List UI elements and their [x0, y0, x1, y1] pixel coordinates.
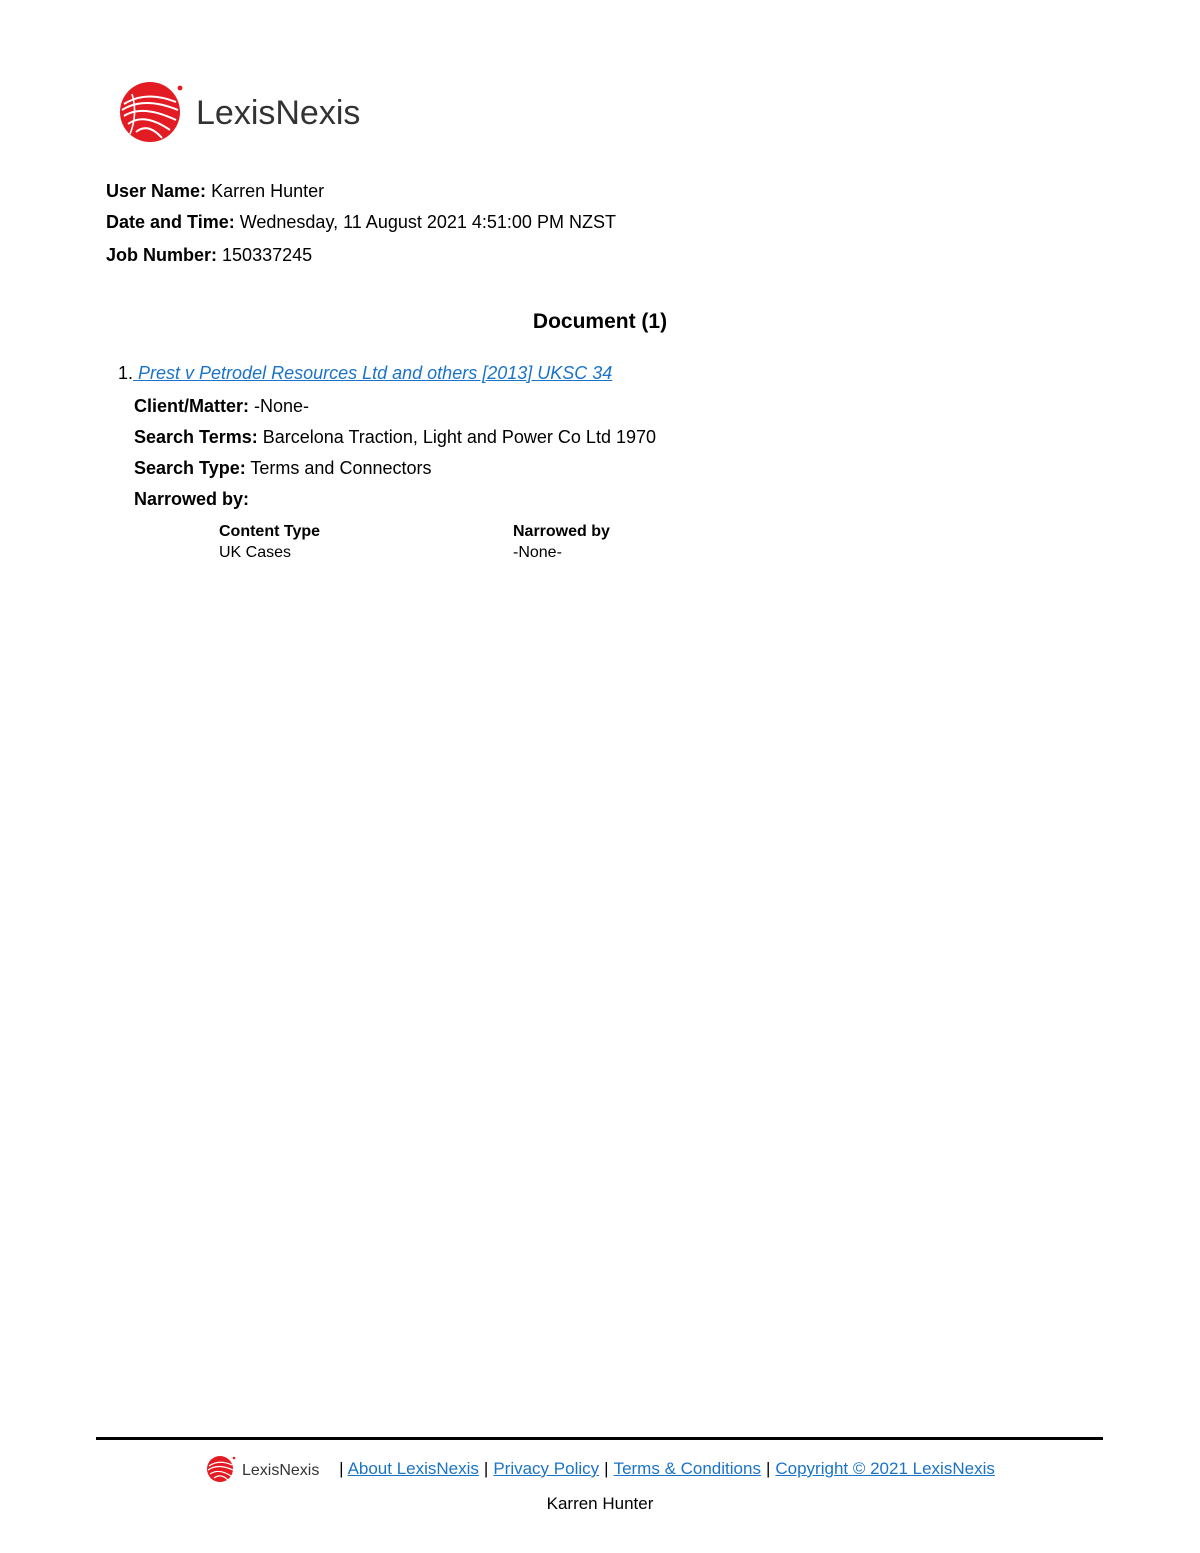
table-cell-content-type: UK Cases	[219, 544, 292, 561]
table-cell-narrowed-by: -None-	[513, 544, 562, 561]
footer-divider	[96, 1437, 1103, 1440]
job-number-label: Job Number:	[106, 245, 218, 265]
job-number-value: 150337245	[222, 245, 313, 265]
search-terms-value: Barcelona Traction, Light and Power Co Ltd 1970	[262, 427, 656, 447]
document-item	[118, 362, 612, 384]
footer-logo-icon	[205, 1454, 339, 1484]
footer-separator: |	[483, 1459, 489, 1478]
footer-logo	[205, 1454, 339, 1484]
narrowed-by-label: Narrowed by:	[134, 489, 250, 509]
document-heading: Document (1)	[532, 310, 668, 333]
client-matter-row	[134, 395, 309, 417]
client-matter-value: -None-	[254, 396, 310, 416]
search-type-row	[134, 457, 432, 479]
search-type-value: Terms and Connectors	[250, 458, 432, 478]
copyright-link[interactable]: Copyright © 2021 LexisNexis	[775, 1459, 995, 1478]
svg-text:LexisNexis: LexisNexis	[196, 94, 361, 132]
search-type-label: Search Type:	[134, 458, 246, 478]
svg-text:LexisNexis: LexisNexis	[242, 1462, 320, 1479]
document-title-link[interactable]: Prest v Petrodel Resources Ltd and others [2013] UKSC 34	[133, 363, 613, 383]
about-lexisnexis-link[interactable]: About LexisNexis	[347, 1459, 479, 1478]
datetime-value: Wednesday, 11 August 2021 4:51:00 PM NZST	[239, 212, 616, 232]
footer-links-bar	[0, 1454, 1200, 1484]
job-number-row	[106, 244, 312, 266]
item-number: 1.	[118, 363, 134, 383]
datetime-row	[106, 211, 616, 233]
footer-separator: |	[339, 1459, 344, 1478]
privacy-policy-link[interactable]: Privacy Policy	[493, 1459, 600, 1478]
client-matter-label: Client/Matter:	[134, 396, 250, 416]
search-terms-label: Search Terms:	[134, 427, 258, 447]
narrowed-by-row	[134, 488, 249, 510]
footer-user-name: Karren Hunter	[546, 1494, 654, 1513]
footer-separator: |	[604, 1459, 609, 1478]
datetime-label: Date and Time:	[106, 212, 235, 232]
user-name-label: User Name:	[106, 181, 207, 201]
lexisnexis-logo-icon	[116, 80, 396, 144]
footer-separator: |	[765, 1459, 771, 1478]
user-name-row	[106, 180, 324, 202]
user-name-value: Karren Hunter	[211, 181, 325, 201]
lexisnexis-logo	[116, 80, 396, 144]
table-header-content-type: Content Type	[219, 523, 321, 540]
terms-conditions-link[interactable]: Terms & Conditions	[613, 1459, 761, 1478]
table-header-narrowed-by: Narrowed by	[513, 523, 610, 540]
search-terms-row	[134, 426, 656, 448]
